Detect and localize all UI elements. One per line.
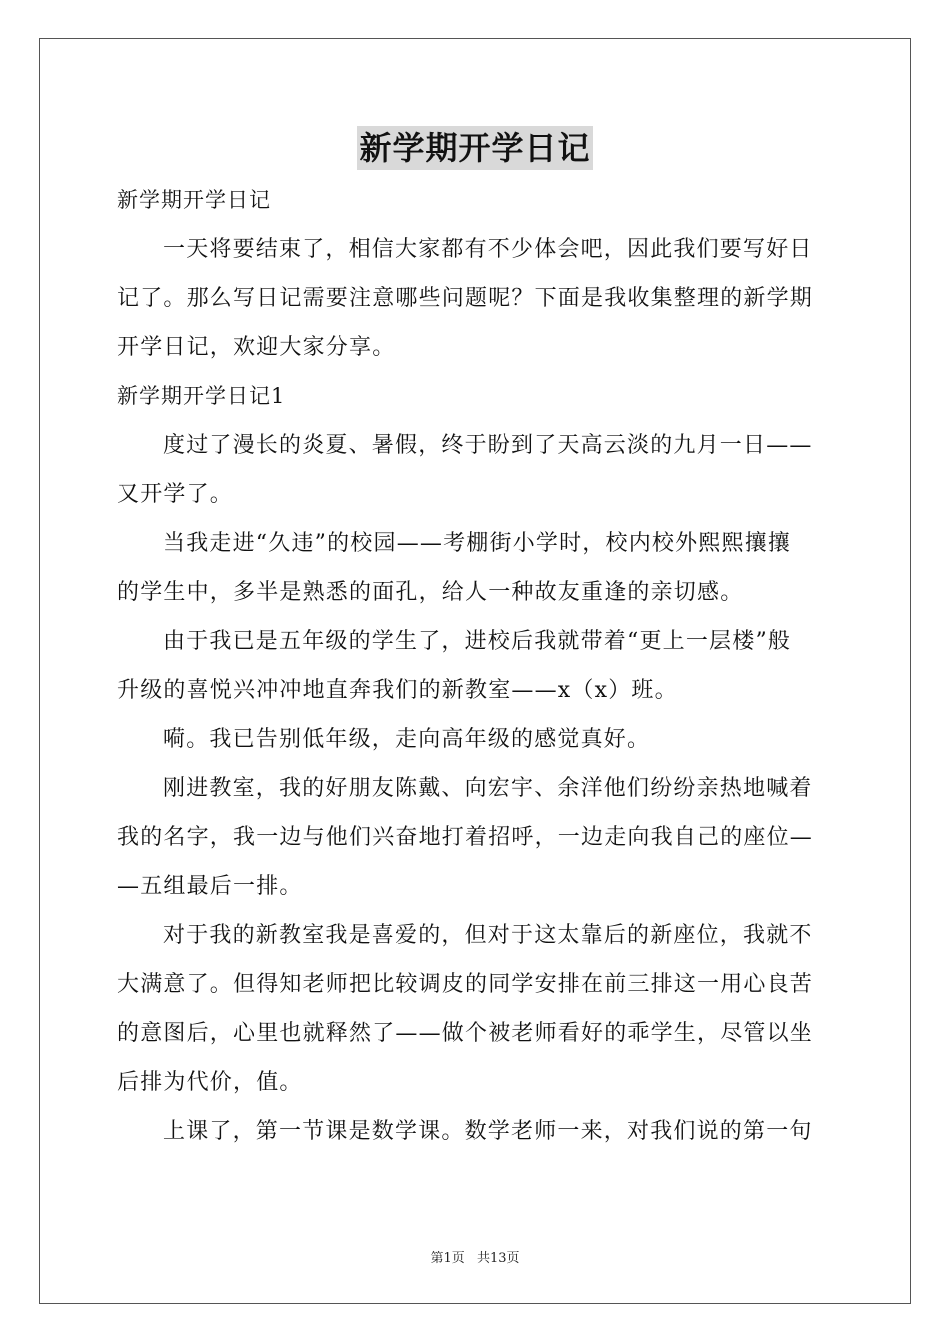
body-text-line: 开学日记，欢迎大家分享。: [117, 335, 396, 360]
body-text-line: 嗬。我已告别低年级，走向高年级的感觉真好。: [163, 727, 651, 752]
body-text-line: 的学生中，多半是熟悉的面孔，给人一种故友重逢的亲切感。: [117, 580, 744, 605]
document-body: [117, 176, 833, 1156]
body-text-line: 记了。那么写日记需要注意哪些问题呢？下面是我收集整理的新学期: [117, 286, 814, 311]
body-text-line: 的意图后，心里也就释然了——做个被老师看好的乖学生，尽管以坐: [117, 1021, 814, 1046]
document-title: 新学期开学日记: [357, 126, 592, 170]
body-text-line: 又开学了。: [117, 482, 234, 507]
body-text-line: 对于我的新教室我是喜爱的，但对于这太靠后的新座位，我就不: [163, 923, 813, 948]
body-text-line: —五组最后一排。: [117, 874, 303, 899]
body-text-line: 升级的喜悦兴冲冲地直奔我们的新教室——x（x）班。: [117, 678, 678, 703]
body-text-line: 当我走进“久违”的校园——考棚街小学时，校内校外熙熙攘攘: [163, 531, 792, 556]
section-heading: 新学期开学日记: [117, 188, 271, 212]
title-container: [0, 126, 950, 170]
section-heading: 新学期开学日记1: [117, 384, 286, 408]
body-text-line: 上课了，第一节课是数学课。数学老师一来，对我们说的第一句: [163, 1119, 813, 1144]
body-text-line: 大满意了。但得知老师把比较调皮的同学安排在前三排这一用心良苦: [117, 972, 814, 997]
body-text-line: 一天将要结束了，相信大家都有不少体会吧，因此我们要写好日: [163, 237, 813, 262]
body-text-line: 我的名字，我一边与他们兴奋地打着招呼，一边走向我自己的座位—: [117, 825, 814, 850]
body-text-line: 度过了漫长的炎夏、暑假，终于盼到了天高云淡的九月一日——: [163, 433, 813, 458]
page-number: 第1页: [430, 1251, 465, 1266]
body-text-line: 刚进教室，我的好朋友陈戴、向宏宇、余洋他们纷纷亲热地喊着: [163, 776, 813, 801]
page-total: 共13页: [476, 1251, 520, 1266]
page-footer: [0, 1247, 950, 1266]
body-text-line: 后排为代价，值。: [117, 1070, 303, 1095]
body-text-line: 由于我已是五年级的学生了，进校后我就带着“更上一层楼”般: [163, 629, 792, 654]
